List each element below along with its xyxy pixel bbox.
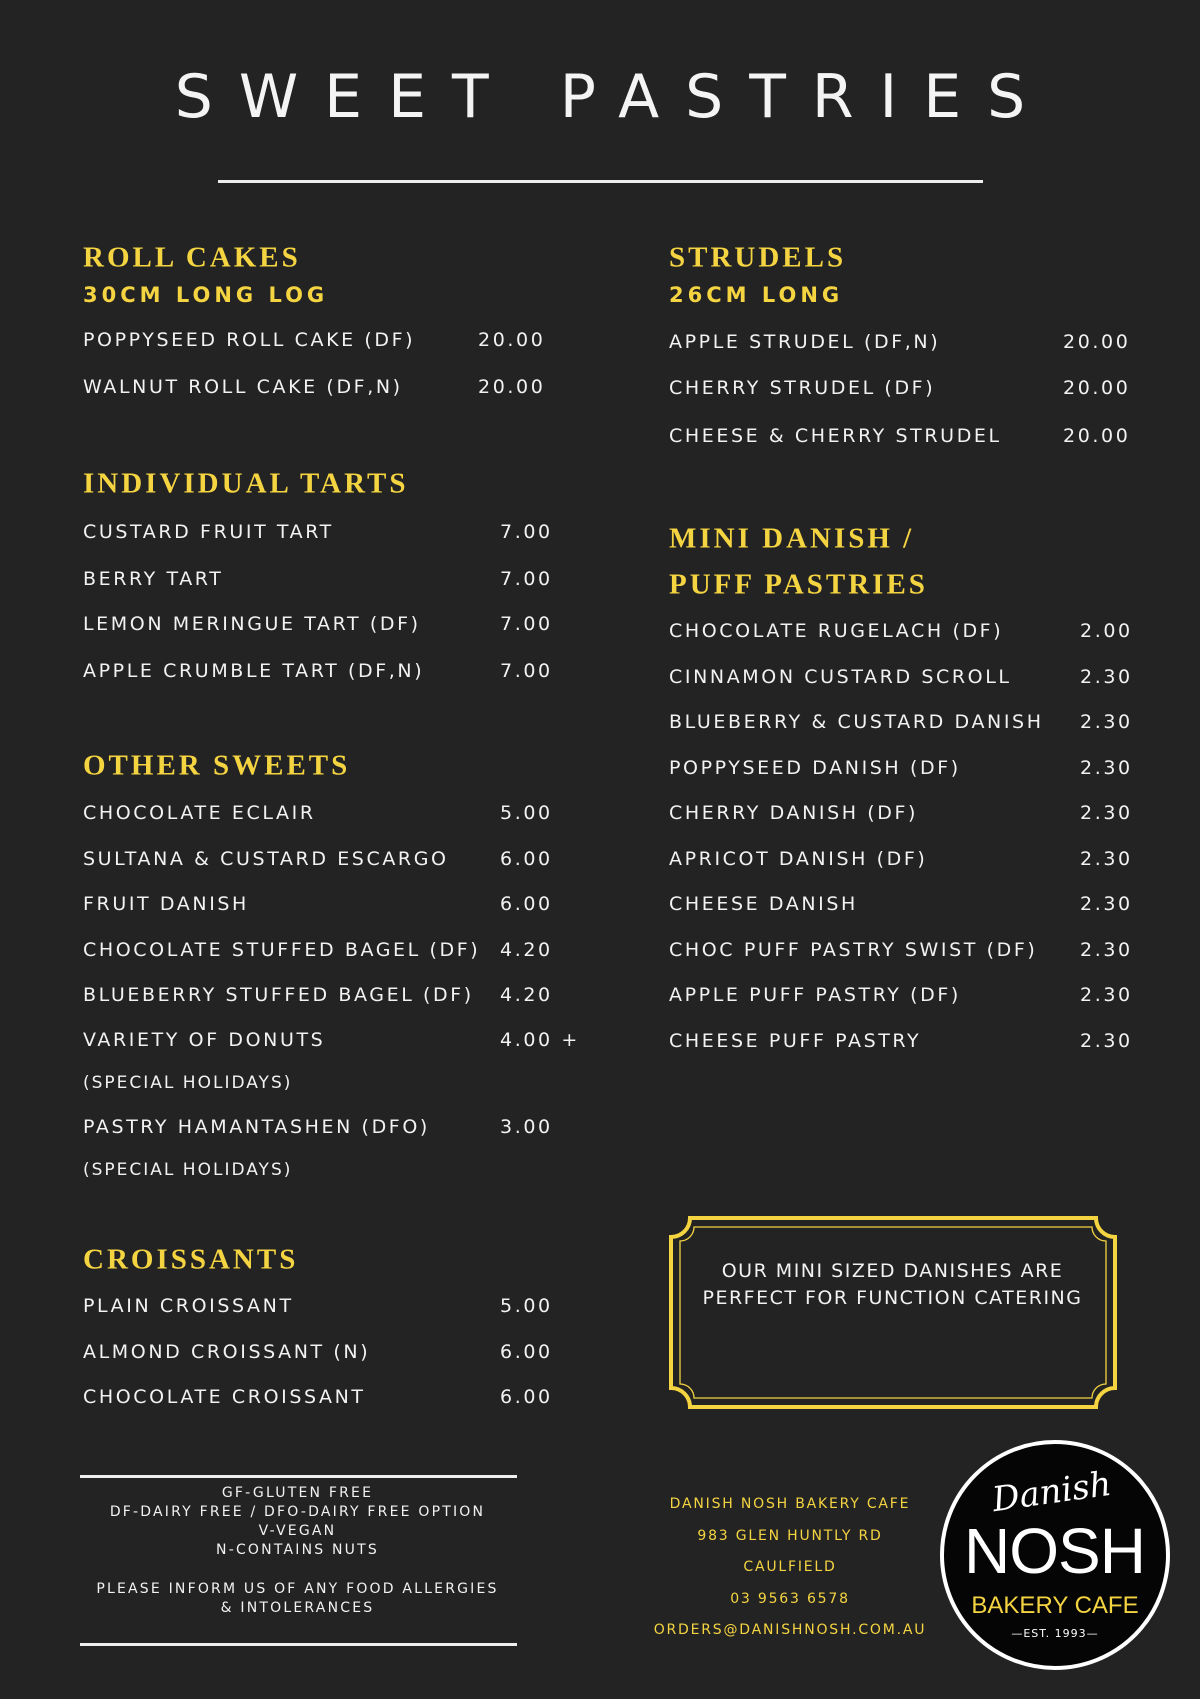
menu-item-name: CUSTARD FRUIT TART [83,521,334,543]
menu-item-name: BLUEBERRY STUFFED BAGEL (DF) [83,984,474,1006]
promo-frame [668,1215,1118,1410]
menu-item-name: CINNAMON CUSTARD SCROLL [669,666,1012,688]
menu-item-price: 4.20 [500,984,553,1006]
legend-df: DF-DAIRY FREE / DFO-DAIRY FREE OPTION [109,1504,486,1520]
menu-item-price: 20.00 [478,329,546,351]
section-heading-mini: MINI DANISH / [669,522,915,555]
legend-n: N-CONTAINS NUTS [216,1542,379,1558]
section-heading-tarts: INDIVIDUAL TARTS [83,467,409,500]
menu-item-price: 2.30 [1080,802,1133,824]
menu-item-name: CHEESE DANISH [669,893,858,915]
menu-item-price: 2.30 [1080,939,1133,961]
logo-est-text: EST. 1993 [1023,1627,1087,1640]
menu-item-price: 20.00 [1063,425,1131,447]
cafe-address: 983 GLEN HUNTLY RD [697,1528,883,1544]
allergy-line: & INTOLERANCES [220,1600,375,1616]
menu-item-name: APPLE PUFF PASTRY (DF) [669,984,961,1006]
menu-item-price: 5.00 [500,802,553,824]
danish-nosh-logo [940,1440,1170,1670]
section-heading-other: OTHER SWEETS [83,749,351,782]
cafe-name: DANISH NOSH BAKERY CAFE [669,1496,911,1512]
menu-item-price: 4.20 [500,939,553,961]
page-title: SWEET PASTRIES [174,62,1052,132]
menu-item-price: 2.30 [1080,711,1133,733]
menu-item-name: SULTANA & CUSTARD ESCARGO [83,848,449,870]
legend-v: V-VEGAN [258,1523,337,1539]
menu-item-name: APPLE STRUDEL (DF,N) [669,331,941,353]
menu-item-name: CHEESE & CHERRY STRUDEL [669,425,1002,447]
menu-item-name: CHOCOLATE CROISSANT [83,1386,366,1408]
menu-item-name: CHOC PUFF PASTRY SWIST (DF) [669,939,1038,961]
menu-item-price: 3.00 [500,1116,553,1138]
section-heading-mini-line2: PUFF PASTRIES [669,568,928,601]
section-heading-croissants: CROISSANTS [83,1243,299,1276]
menu-item-price: 20.00 [1063,377,1131,399]
menu-item-price: 20.00 [1063,331,1131,353]
menu-item-name: ALMOND CROISSANT (N) [83,1341,371,1363]
promo-text: OUR MINI SIZED DANISHES ARE PERFECT FOR FUNCTION CATERING [702,1260,1083,1309]
allergy-line: PLEASE INFORM US OF ANY FOOD ALLERGIES [96,1581,499,1597]
legend-bottom-divider [80,1643,517,1646]
menu-item-name: APPLE CRUMBLE TART (DF,N) [83,660,425,682]
logo-sub: BAKERY CAFE [971,1592,1139,1619]
logo-brand: NOSH [964,1515,1145,1587]
menu-item-name: APRICOT DANISH (DF) [669,848,928,870]
menu-item-price: 7.00 [500,521,553,543]
cafe-suburb: CAULFIELD [743,1559,837,1575]
legend-top-divider [80,1475,517,1478]
menu-item-name: CHOCOLATE RUGELACH (DF) [669,620,1004,642]
menu-item-price: 6.00 [500,1341,553,1363]
dietary-legend [80,1484,515,1560]
menu-item-name: PASTRY HAMANTASHEN (DFO) [83,1116,430,1138]
menu-item-price: 2.30 [1080,984,1133,1006]
menu-item-name: WALNUT ROLL CAKE (DF,N) [83,376,403,398]
menu-item-price: 2.30 [1080,757,1133,779]
menu-item-price: 2.00 [1080,620,1133,642]
menu-item-name: CHOCOLATE STUFFED BAGEL (DF) [83,939,481,961]
section-subheading-roll_cakes: 30CM LONG LOG [83,283,329,307]
menu-item-name: PLAIN CROISSANT [83,1295,294,1317]
menu-item-note: (SPECIAL HOLIDAYS) [83,1073,293,1093]
menu-item-price: 2.30 [1080,666,1133,688]
allergy-notice [80,1580,515,1618]
menu-item-price: 6.00 [500,893,553,915]
menu-item-name: CHERRY STRUDEL (DF) [669,377,936,399]
cafe-email[interactable]: ORDERS@DANISHNOSH.COM.AU [653,1622,927,1638]
menu-item-price: 5.00 [500,1295,553,1317]
menu-item-name: FRUIT DANISH [83,893,249,915]
section-subheading-strudels: 26CM LONG [669,283,844,307]
menu-item-price: 20.00 [478,376,546,398]
menu-item-price: 7.00 [500,660,553,682]
menu-item-price: 6.00 [500,1386,553,1408]
menu-item-name: CHERRY DANISH (DF) [669,802,919,824]
legend-gf: GF-GLUTEN FREE [221,1485,374,1501]
menu-item-name: CHOCOLATE ECLAIR [83,802,316,824]
menu-item-price: 4.00 + [500,1029,580,1051]
menu-item-name: VARIETY OF DONUTS [83,1029,326,1051]
menu-item-price: 2.30 [1080,1030,1133,1052]
title-divider [218,180,983,183]
menu-item-name: BLUEBERRY & CUSTARD DANISH [669,711,1044,733]
menu-item-price: 6.00 [500,848,553,870]
menu-item-price: 2.30 [1080,893,1133,915]
menu-item-name: LEMON MERINGUE TART (DF) [83,613,421,635]
menu-item-name: POPPYSEED ROLL CAKE (DF) [83,329,416,351]
menu-item-name: CHEESE PUFF PASTRY [669,1030,922,1052]
section-heading-roll_cakes: ROLL CAKES [83,241,301,274]
menu-item-note: (SPECIAL HOLIDAYS) [83,1160,293,1180]
section-heading-strudels: STRUDELS [669,241,847,274]
cafe-phone: 03 9563 6578 [730,1591,850,1607]
menu-item-price: 7.00 [500,613,553,635]
menu-item-price: 7.00 [500,568,553,590]
menu-item-name: BERRY TART [83,568,224,590]
logo-est: —EST. 1993— [1011,1627,1099,1640]
menu-item-price: 2.30 [1080,848,1133,870]
menu-item-name: POPPYSEED DANISH (DF) [669,757,961,779]
logo-script: Danish [989,1463,1114,1521]
